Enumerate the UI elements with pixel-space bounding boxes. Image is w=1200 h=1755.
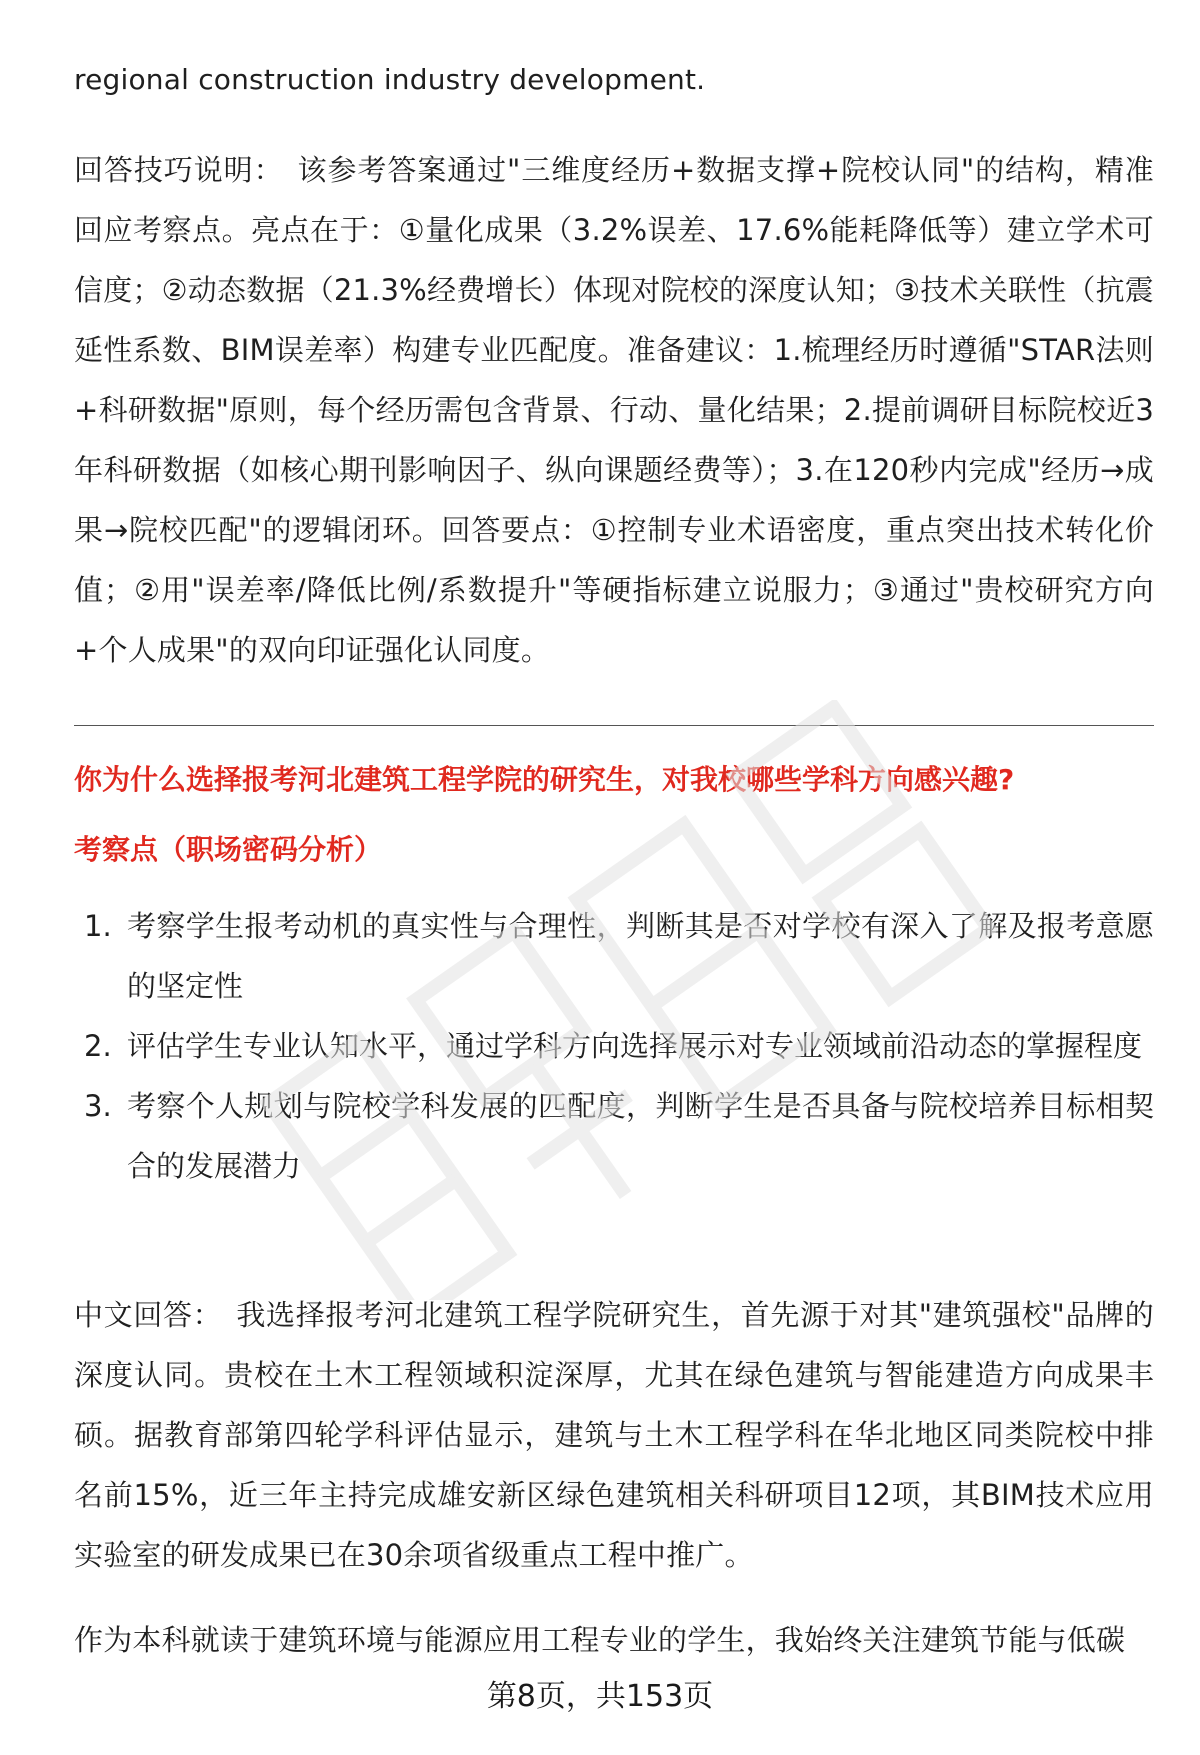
intro-line: regional construction industry development. [74, 63, 706, 96]
list-item-number: 1. [84, 909, 112, 943]
answer-label: 中文回答： [74, 1298, 223, 1332]
list-item-text: 考察个人规划与院校学科发展的匹配度，判断学生是否具备与院校培养目标相契合的发展潜力 [127, 1089, 1154, 1183]
list-item [74, 1076, 1154, 1196]
answer-text: 我选择报考河北建筑工程学院研究生，首先源于对其"建筑强校"品牌的深度认同。贵校在土木工程领域积淀深厚，尤其在绿色建筑与智能建造方向成果丰硕。据教育部第四轮学科评估显示，建筑与土木工程学科在华北地区同类院校中排名前15%，近三年主持完成雄安新区绿色建筑相关科研项目12项，其BIM技术应用实验室的研发成果已在30余项省级重点工程中推广。 [74, 1298, 1154, 1572]
answer-tips-paragraph [74, 140, 1154, 680]
page-footer: 第8页，共153页 [486, 1679, 714, 1714]
list-item-text: 评估学生专业认知水平，通过学科方向选择展示对专业领域前沿动态的掌握程度 [127, 1029, 1143, 1063]
list-item-number: 2. [84, 1029, 112, 1063]
list-item-text: 考察学生报考动机的真实性与合理性，判断其是否对学校有深入了解及报考意愿的坚定性 [127, 909, 1154, 1003]
question-heading: 你为什么选择报考河北建筑工程学院的研究生，对我校哪些学科方向感兴趣? [74, 763, 1015, 796]
list-item [74, 1016, 1154, 1076]
answer-continuation-paragraph: 作为本科就读于建筑环境与能源应用工程专业的学生，我始终关注建筑节能与低碳 [74, 1623, 1126, 1657]
tips-label: 回答技巧说明： [74, 153, 284, 187]
list-item [74, 896, 1154, 1016]
exam-points-list [74, 896, 1154, 1196]
exam-points-heading: 考察点（职场密码分析） [74, 833, 383, 866]
section-divider [74, 725, 1154, 726]
chinese-answer-paragraph [74, 1285, 1154, 1585]
list-item-number: 3. [84, 1089, 112, 1123]
tips-text: 该参考答案通过"三维度经历+数据支撑+院校认同"的结构，精准回应考察点。亮点在于：①量化成果（3.2%误差、17.6%能耗降低等）建立学术可信度；②动态数据（21.3%经费增长）体现对院校的深度认知；③技术关联性（抗震延性系数、BIM误差率）构建专业匹配度。准备建议：1.梳理经历时遵循"STAR法则+科研数据"原则，每个经历需包含背景、行动、量化结果；2.提前调研目标院校近3年科研数据（如核心期刊影响因子、纵向课题经费等）；3.在120秒内完成"经历→成果→院校匹配"的逻辑闭环。回答要点：①控制专业术语密度，重点突出技术转化价值；②用"误差率/降低比例/系数提升"等硬指标建立说服力；③通过"贵校研究方向+个人成果"的双向印证强化认同度。 [74, 153, 1155, 667]
